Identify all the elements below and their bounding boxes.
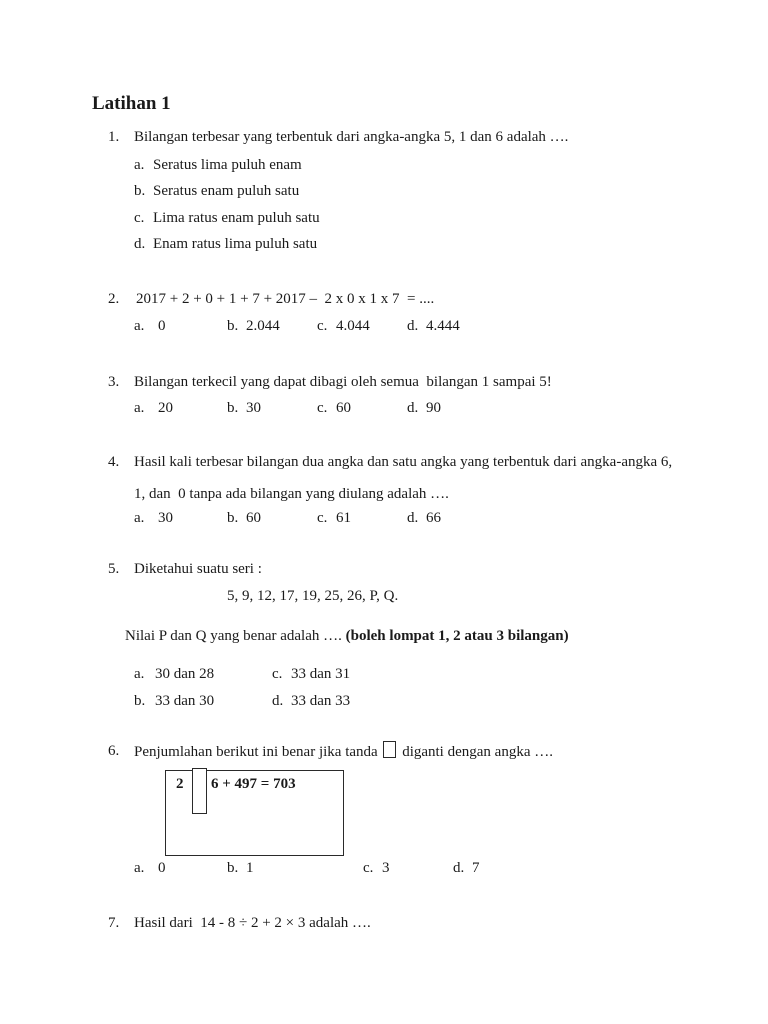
question-1-option-c bbox=[134, 208, 320, 228]
question-3-option-b bbox=[227, 398, 261, 418]
option-text: 7 bbox=[472, 860, 480, 876]
question-4-text-line1: Hasil kali terbesar bilangan dua angka dan satu angka yang terbentuk dari angka-angka 6, bbox=[134, 454, 673, 470]
option-text: 90 bbox=[426, 400, 441, 416]
option-letter: c. bbox=[317, 318, 328, 334]
option-text: 60 bbox=[336, 400, 351, 416]
question-2-option-d bbox=[407, 316, 460, 336]
figure-blank-box bbox=[192, 768, 207, 814]
question-3-option-c bbox=[317, 398, 351, 418]
question-6-option-c bbox=[363, 858, 390, 878]
question-4-text-line2: 1, dan 0 tanpa ada bilangan yang diulang adalah …. bbox=[134, 486, 449, 502]
option-letter: c. bbox=[363, 860, 374, 876]
question-4-option-c bbox=[317, 508, 351, 528]
question-5-prompt bbox=[125, 626, 569, 646]
option-text: 61 bbox=[336, 510, 351, 526]
question-3-option-a bbox=[134, 398, 173, 418]
option-text: 33 dan 30 bbox=[155, 693, 215, 709]
option-text: 20 bbox=[158, 400, 173, 416]
option-letter: d. bbox=[407, 318, 419, 334]
question-6-option-b bbox=[227, 858, 254, 878]
option-letter: a. bbox=[134, 157, 145, 173]
question-1-text: Bilangan terbesar yang terbentuk dari angka-angka 5, 1 dan 6 adalah …. bbox=[134, 129, 569, 145]
question-6-number: 6. bbox=[108, 743, 120, 759]
question-1-option-a bbox=[134, 155, 302, 175]
question-5-text: Diketahui suatu seri : bbox=[134, 561, 262, 577]
question-5-series: 5, 9, 12, 17, 19, 25, 26, P, Q. bbox=[227, 588, 399, 604]
question-7-text: Hasil dari 14 - 8 ÷ 2 + 2 × 3 adalah …. bbox=[134, 915, 371, 931]
question-4-option-a bbox=[134, 508, 173, 528]
empty-square-icon bbox=[383, 741, 396, 758]
question-6-text-after: diganti dengan angka …. bbox=[398, 744, 553, 760]
question-3-number: 3. bbox=[108, 374, 120, 390]
option-text: 2.044 bbox=[246, 318, 280, 334]
question-4-number: 4. bbox=[108, 454, 120, 470]
option-text: 30 bbox=[246, 400, 261, 416]
option-text: 1 bbox=[246, 860, 254, 876]
option-letter: b. bbox=[227, 510, 239, 526]
figure-left-digit: 2 bbox=[176, 776, 184, 792]
option-text: 3 bbox=[382, 860, 390, 876]
question-3-option-d bbox=[407, 398, 441, 418]
question-2-option-a bbox=[134, 316, 166, 336]
exercise-title: Latihan 1 bbox=[92, 93, 171, 114]
option-text: 30 dan 28 bbox=[155, 666, 215, 682]
question-5-option-c bbox=[272, 664, 350, 684]
option-text: 60 bbox=[246, 510, 261, 526]
option-letter: c. bbox=[272, 666, 283, 682]
question-6-text bbox=[134, 741, 553, 762]
question-5-option-a bbox=[134, 664, 214, 684]
question-7-number: 7. bbox=[108, 915, 120, 931]
option-letter: a. bbox=[134, 860, 145, 876]
option-letter: b. bbox=[227, 860, 239, 876]
option-letter: d. bbox=[272, 693, 284, 709]
option-letter: d. bbox=[407, 510, 419, 526]
prompt-bold: (boleh lompat 1, 2 atau 3 bilangan) bbox=[345, 628, 569, 644]
option-text: 30 bbox=[158, 510, 173, 526]
option-letter: c. bbox=[317, 510, 328, 526]
option-letter: b. bbox=[227, 400, 239, 416]
question-4-option-b bbox=[227, 508, 261, 528]
option-letter: d. bbox=[407, 400, 419, 416]
option-letter: d. bbox=[134, 236, 146, 252]
option-text: Lima ratus enam puluh satu bbox=[153, 210, 320, 226]
option-text: 4.044 bbox=[336, 318, 370, 334]
option-letter: a. bbox=[134, 400, 145, 416]
option-letter: d. bbox=[453, 860, 465, 876]
question-6-option-a bbox=[134, 858, 166, 878]
option-letter: c. bbox=[317, 400, 328, 416]
question-3-text: Bilangan terkecil yang dapat dibagi oleh semua bilangan 1 sampai 5! bbox=[134, 374, 552, 390]
figure-equation: 6 + 497 = 703 bbox=[211, 776, 296, 792]
question-2-text: 2017 + 2 + 0 + 1 + 7 + 2017 – 2 x 0 x 1 x 7 = .... bbox=[136, 291, 435, 307]
question-5-option-b bbox=[134, 691, 214, 711]
question-4-option-d bbox=[407, 508, 441, 528]
option-letter: b. bbox=[134, 183, 146, 199]
question-1-option-d bbox=[134, 234, 317, 254]
option-text: Enam ratus lima puluh satu bbox=[153, 236, 318, 252]
option-text: Seratus lima puluh enam bbox=[153, 157, 302, 173]
question-2-option-b bbox=[227, 316, 280, 336]
option-text: 0 bbox=[158, 318, 166, 334]
option-letter: c. bbox=[134, 210, 145, 226]
option-text: 66 bbox=[426, 510, 441, 526]
option-letter: a. bbox=[134, 510, 145, 526]
question-6-text-before: Penjumlahan berikut ini benar jika tanda bbox=[134, 744, 382, 760]
question-1-number: 1. bbox=[108, 129, 120, 145]
question-6-option-d bbox=[453, 858, 480, 878]
option-text: Seratus enam puluh satu bbox=[153, 183, 300, 199]
question-5-number: 5. bbox=[108, 561, 120, 577]
option-text: 33 dan 31 bbox=[291, 666, 351, 682]
question-2-number: 2. bbox=[108, 291, 120, 307]
option-letter: a. bbox=[134, 318, 145, 334]
question-2-option-c bbox=[317, 316, 370, 336]
option-letter: b. bbox=[134, 693, 146, 709]
option-text: 0 bbox=[158, 860, 166, 876]
option-letter: b. bbox=[227, 318, 239, 334]
option-letter: a. bbox=[134, 666, 145, 682]
question-1-option-b bbox=[134, 181, 299, 201]
option-text: 4.444 bbox=[426, 318, 460, 334]
option-text: 33 dan 33 bbox=[291, 693, 351, 709]
question-5-option-d bbox=[272, 691, 350, 711]
prompt-normal: Nilai P dan Q yang benar adalah …. bbox=[125, 628, 346, 644]
